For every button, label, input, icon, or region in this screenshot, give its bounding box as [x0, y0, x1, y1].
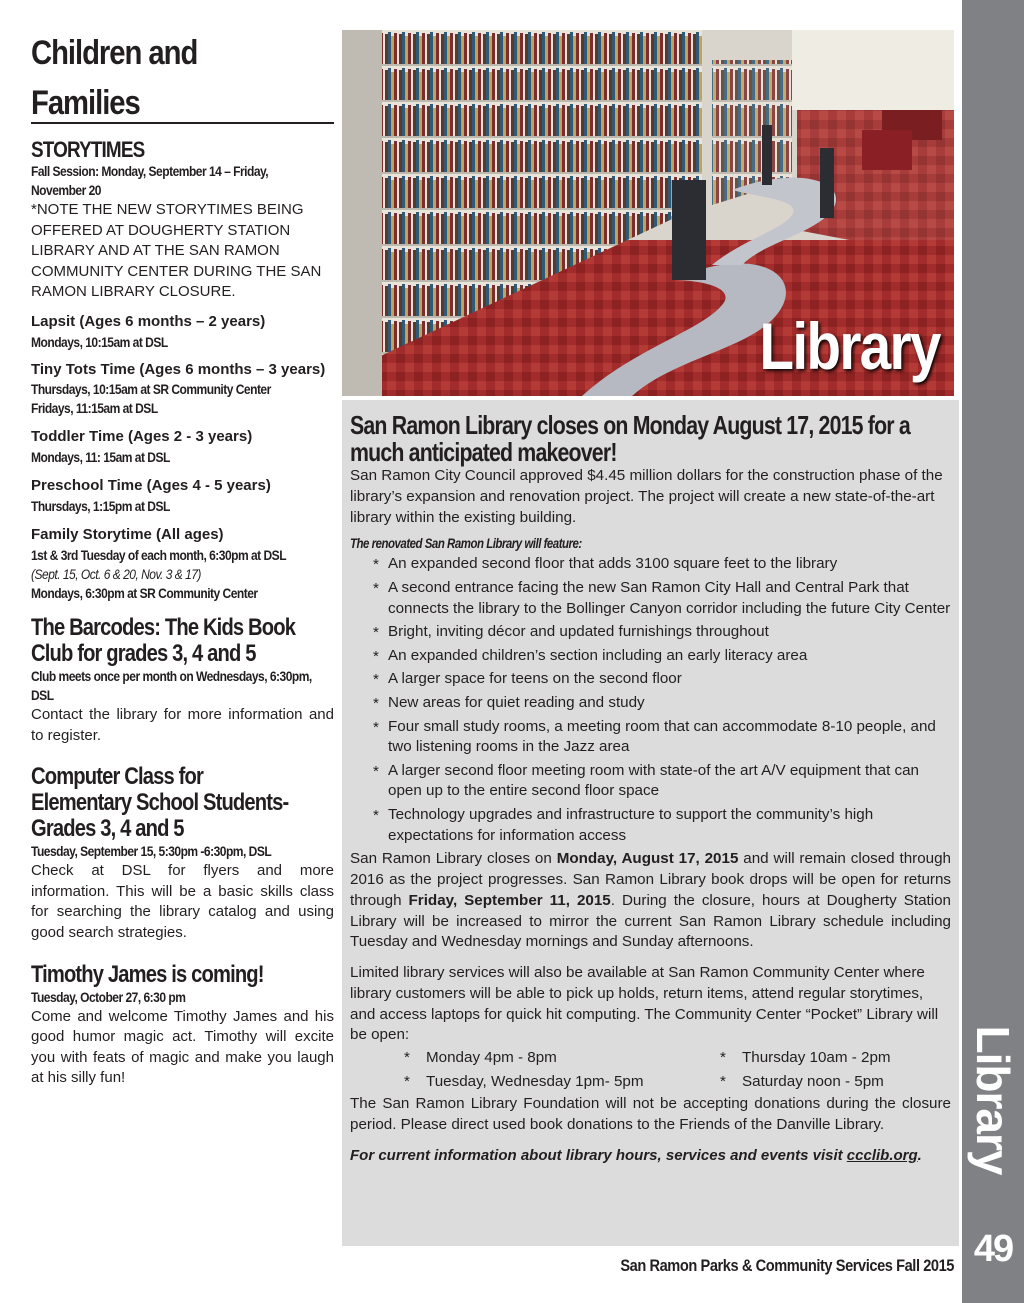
program-preschool: Preschool Time (Ages 4 - 5 years) [31, 476, 271, 494]
program-toddler: Toddler Time (Ages 2 - 3 years) [31, 427, 253, 445]
more-info-end: . [917, 1146, 922, 1164]
feature-item: * An expanded children’s section including an early literacy area [350, 646, 951, 667]
barcodes-heading-line2: Club for grades 3, 4 and 5 [31, 639, 256, 667]
feature-item: * New areas for quiet reading and study [350, 693, 951, 714]
program-toddler-time: Mondays, 11: 15am at DSL [31, 448, 170, 465]
limited-services-paragraph: Limited library services will also be available at San Ramon Community Center where library customers will be able to pick up holds, return items, attend regular storytimes, and access laptops for quick hit computing. The Community Center “Pocket” Library will be open: [350, 964, 939, 1044]
program-lapsit-time: Mondays, 10:15am at DSL [31, 333, 168, 350]
panel-heading-line2: much anticipated makeover! [350, 437, 617, 467]
barcodes-heading-line1: The Barcodes: The Kids Book [31, 613, 296, 641]
pocket-library-hours [350, 1046, 951, 1094]
features-list [350, 554, 951, 846]
program-family-dates: (Sept. 15, Oct. 6 & 20, Nov. 3 & 17) [31, 565, 201, 582]
section-title-line2: Families [31, 84, 140, 122]
program-tiny-tots-time-1: Thursdays, 10:15am at SR Community Center [31, 380, 271, 397]
program-family-time-2: Mondays, 6:30pm at SR Community Center [31, 584, 258, 601]
hours-item: * Monday 4pm - 8pm [402, 1046, 718, 1070]
program-family-time-1: 1st & 3rd Tuesday of each month, 6:30pm at DSL [31, 546, 287, 563]
computer-heading-line2: Elementary School Students- [31, 789, 289, 817]
program-lapsit: Lapsit (Ages 6 months – 2 years) [31, 312, 266, 330]
side-tab-label: Library [967, 1025, 1019, 1175]
storytimes-note: *NOTE THE NEW STORYTIMES BEING OFFERED AT DOUGHERTY STATION LIBRARY AND AT THE SAN RAMON COMMUNITY CENTER DURING THE SAN RAMON LIBRARY CLOSURE. [31, 201, 322, 301]
closure-text-1: San Ramon Library closes on [350, 850, 557, 868]
timothy-heading: Timothy James is coming! [31, 960, 264, 988]
barcodes-meta-line2: DSL [31, 686, 54, 703]
storytimes-heading: STORYTIMES [31, 137, 145, 162]
more-info-text: For current information about library hours, services and events visit [350, 1146, 847, 1164]
hours-item: * Saturday noon - 5pm [718, 1070, 948, 1094]
page-number: 49 [973, 1228, 1013, 1270]
timothy-body: Come and welcome Timothy James and his good humor magic act. Timothy will excite you with feats of magic and make you laugh at his silly fun! [31, 1007, 334, 1087]
feature-item: * A second entrance facing the new San Ramon City Hall and Central Park that connects the library to the Bollinger Canyon corridor including the future City Center [350, 578, 951, 619]
closure-paragraph [350, 849, 951, 953]
hours-item: * Tuesday, Wednesday 1pm- 5pm [402, 1070, 718, 1094]
feature-item: * A larger second floor meeting room with state-of the art A/V equipment that can open up to the entire second floor space [350, 761, 951, 802]
barcodes-body: Contact the library for more information and to register. [31, 705, 334, 744]
features-heading: The renovated San Ramon Library will feature: [350, 535, 582, 552]
computer-heading-line1: Computer Class for [31, 763, 203, 791]
computer-meta: Tuesday, September 15, 5:30pm -6:30pm, DSL [31, 843, 272, 860]
feature-item: * A larger space for teens on the second floor [350, 669, 951, 690]
computer-body: Check at DSL for flyers and more information. This will be a basic skills class for searching the library catalog and using good search strategies. [31, 862, 334, 941]
session-line2: November 20 [31, 182, 101, 198]
timothy-meta: Tuesday, October 27, 6:30 pm [31, 988, 186, 1005]
program-tiny-tots: Tiny Tots Time (Ages 6 months – 3 years) [31, 360, 326, 378]
footer-publication: San Ramon Parks & Community Services Fall 2015 [620, 1256, 954, 1275]
feature-item: * Bright, inviting décor and updated furnishings throughout [350, 622, 951, 643]
section-title-line1: Children and [31, 34, 198, 72]
program-tiny-tots-time-2: Fridays, 11:15am at DSL [31, 399, 158, 416]
computer-heading-line3: Grades 3, 4 and 5 [31, 815, 184, 843]
feature-item: * Four small study rooms, a meeting room that can accommodate 8-10 people, and two listening rooms in the Jazz area [350, 717, 951, 758]
closure-text-2: and will remain closed through 2016 as the project progresses. San Ramon Library book drops will be open for returns through [350, 850, 952, 909]
left-column [31, 28, 334, 1089]
session-line1: Fall Session: Monday, September 14 – Friday, [31, 163, 269, 179]
library-photo-title: Library [759, 309, 940, 383]
panel-heading-line1: San Ramon Library closes on Monday August 17, 2015 for a [350, 410, 910, 440]
library-photo [342, 30, 954, 396]
foundation-paragraph: The San Ramon Library Foundation will not be accepting donations during the closure period. Please direct used book donations to the Friends of the Danville Library. [350, 1095, 951, 1134]
feature-item: * An expanded second floor that adds 3100 square feet to the library [350, 554, 951, 575]
bookdrop-date: Friday, September 11, 2015 [408, 891, 611, 909]
hours-item: * Thursday 10am - 2pm [718, 1046, 948, 1070]
feature-item: * Technology upgrades and infrastructure to support the community’s high expectations for information access [350, 805, 951, 846]
closure-panel [342, 400, 959, 1246]
program-preschool-time: Thursdays, 1:15pm at DSL [31, 497, 170, 514]
ccclib-link[interactable]: ccclib.org [846, 1146, 918, 1164]
closure-date: Monday, August 17, 2015 [556, 850, 739, 868]
program-family: Family Storytime (All ages) [31, 525, 224, 543]
panel-intro: San Ramon City Council approved $4.45 million dollars for the construction phase of the library’s expansion and renovation project. The project will create a new state-of-the-art library within the existing building. [350, 467, 943, 526]
barcodes-meta-line1: Club meets once per month on Wednesdays, 6:30pm, [31, 667, 312, 684]
closure-text-3: . During the closure, hours at Dougherty Station Library will be increased to mirror the current San Ramon Library schedule including Tuesday and Wednesday mornings and Sunday afternoons. [350, 891, 951, 951]
more-info-line [350, 1146, 951, 1166]
